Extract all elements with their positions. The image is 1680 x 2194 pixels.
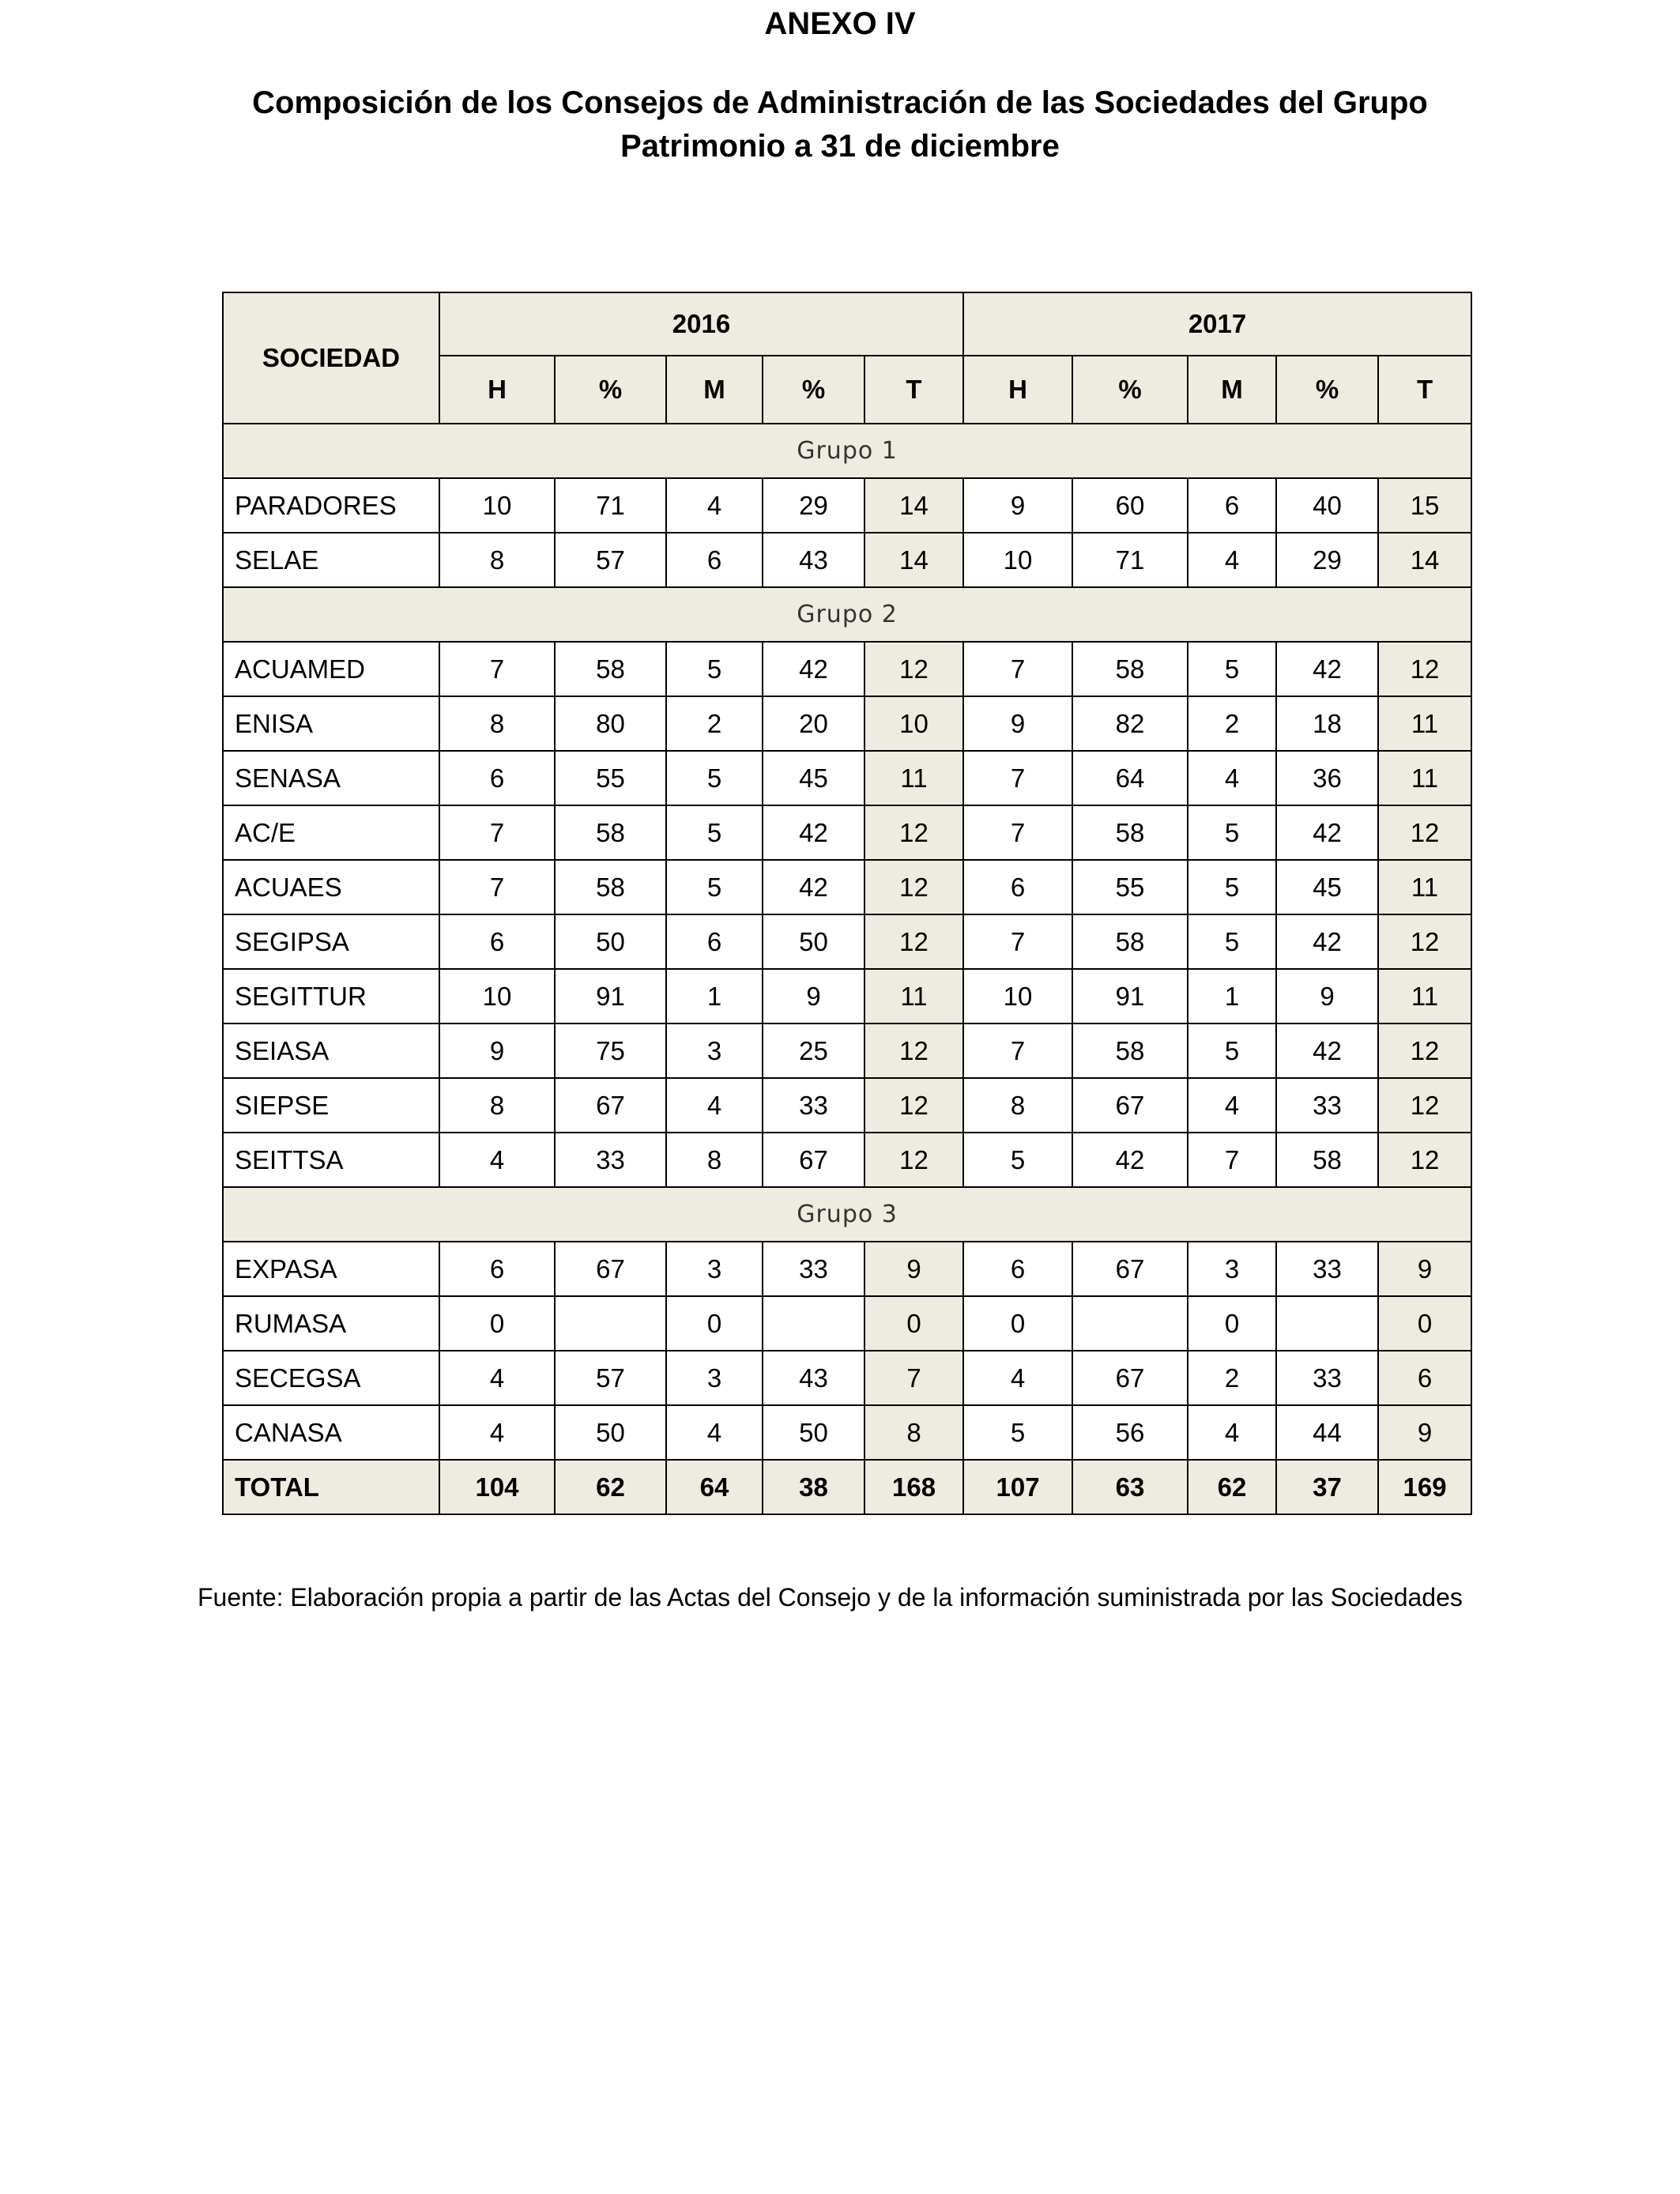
cell-2016-h-pct: 58 (555, 642, 666, 696)
cell-2016-m-pct: 9 (763, 969, 864, 1023)
cell-2016-m: 6 (666, 533, 763, 587)
cell-2017-t: 12 (1378, 642, 1471, 696)
sociedad-name: ACUAES (223, 860, 439, 914)
table-row (223, 1351, 1471, 1405)
cell-2016-h: 7 (439, 642, 555, 696)
cell-2017-h: 5 (963, 1405, 1072, 1460)
cell-2016-t: 9 (864, 1242, 963, 1296)
cell-2017-m-pct: 58 (1276, 1133, 1378, 1187)
table-row (223, 1405, 1471, 1460)
cell-2017-h: 9 (963, 478, 1072, 533)
cell-2017-m-pct: 44 (1276, 1405, 1378, 1460)
cell-2016-m-pct: 33 (763, 1078, 864, 1133)
cell-2016-m-pct: 45 (763, 751, 864, 805)
cell-2016-h-pct: 91 (555, 969, 666, 1023)
subheader-m: M (666, 356, 763, 424)
cell-2017-m-pct: 9 (1276, 969, 1378, 1023)
cell-2017-t: 11 (1378, 751, 1471, 805)
cell-2016-h-pct: 50 (555, 1405, 666, 1460)
cell-2017-m-pct: 18 (1276, 696, 1378, 751)
table-row (223, 696, 1471, 751)
cell-2017-t: 12 (1378, 1023, 1471, 1078)
cell-2017-t: 9 (1378, 1242, 1471, 1296)
cell-2017-h: 7 (963, 805, 1072, 860)
cell-2016-t: 12 (864, 1133, 963, 1187)
cell-2017-m: 5 (1188, 805, 1276, 860)
cell-2017-m: 7 (1188, 1133, 1276, 1187)
cell-2016-m: 8 (666, 1133, 763, 1187)
cell-2017-h-pct: 42 (1072, 1133, 1188, 1187)
subheader-h-pct: % (555, 356, 666, 424)
cell-2017-m-pct: 29 (1276, 533, 1378, 587)
cell-2017-h-pct: 71 (1072, 533, 1188, 587)
cell-2017-m-pct (1276, 1296, 1378, 1351)
cell-2016-m: 2 (666, 696, 763, 751)
cell-2016-m-pct: 20 (763, 696, 864, 751)
cell-2017-t: 11 (1378, 696, 1471, 751)
cell-2016-m: 1 (666, 969, 763, 1023)
subheader-m: M (1188, 356, 1276, 424)
cell-2017-m: 6 (1188, 478, 1276, 533)
cell-2016-h-pct: 71 (555, 478, 666, 533)
cell-2017-t: 12 (1378, 914, 1471, 969)
cell-2016-t: 8 (864, 1405, 963, 1460)
subheader-h-pct: % (1072, 356, 1188, 424)
sociedad-name: SEITTSA (223, 1133, 439, 1187)
cell-2016-t: 12 (864, 642, 963, 696)
cell-2017-m-pct: 36 (1276, 751, 1378, 805)
cell-2017-m-pct: 45 (1276, 860, 1378, 914)
cell-2017-m: 5 (1188, 860, 1276, 914)
cell-2017-h: 4 (963, 1351, 1072, 1405)
cell-2016-m-pct: 43 (763, 533, 864, 587)
cell-2017-h: 5 (963, 1133, 1072, 1187)
cell-2017-t: 12 (1378, 805, 1471, 860)
cell-2017-m: 3 (1188, 1242, 1276, 1296)
cell-2016-m-pct: 42 (763, 642, 864, 696)
cell-2016-m: 3 (666, 1023, 763, 1078)
subheader-t: T (864, 356, 963, 424)
table-row (223, 1078, 1471, 1133)
cell-2017-m-pct: 33 (1276, 1351, 1378, 1405)
sociedad-name: SEGIPSA (223, 914, 439, 969)
cell-2016-m: 0 (666, 1296, 763, 1351)
cell-2017-m-pct: 42 (1276, 914, 1378, 969)
cell-2016-m: 3 (666, 1242, 763, 1296)
cell-2016-h: 6 (439, 1242, 555, 1296)
cell-2016-h: 8 (439, 1078, 555, 1133)
table-row (223, 1242, 1471, 1296)
cell-2017-h: 7 (963, 642, 1072, 696)
sociedad-name: CANASA (223, 1405, 439, 1460)
group-row (223, 587, 1471, 642)
year-header-2017: 2017 (963, 292, 1471, 356)
cell-2016-m: 64 (666, 1460, 763, 1514)
cell-2016-m: 3 (666, 1351, 763, 1405)
cell-2017-t: 15 (1378, 478, 1471, 533)
table-row (223, 914, 1471, 969)
cell-2016-h: 8 (439, 696, 555, 751)
cell-2017-h-pct: 63 (1072, 1460, 1188, 1514)
cell-2017-m: 5 (1188, 1023, 1276, 1078)
cell-2017-m: 2 (1188, 696, 1276, 751)
cell-2017-h: 6 (963, 860, 1072, 914)
cell-2016-m: 4 (666, 1078, 763, 1133)
cell-2016-m-pct: 43 (763, 1351, 864, 1405)
cell-2016-h: 4 (439, 1405, 555, 1460)
cell-2016-t: 0 (864, 1296, 963, 1351)
cell-2017-h: 7 (963, 751, 1072, 805)
cell-2016-m-pct (763, 1296, 864, 1351)
cell-2017-t: 11 (1378, 969, 1471, 1023)
sociedad-name: SELAE (223, 533, 439, 587)
cell-2017-h: 0 (963, 1296, 1072, 1351)
total-row (223, 1460, 1471, 1514)
cell-2017-m: 0 (1188, 1296, 1276, 1351)
cell-2017-h: 10 (963, 533, 1072, 587)
cell-2017-h-pct: 58 (1072, 642, 1188, 696)
cell-2017-t: 0 (1378, 1296, 1471, 1351)
cell-2016-t: 12 (864, 1078, 963, 1133)
group-label: Grupo 1 (223, 424, 1471, 478)
cell-2016-h-pct: 55 (555, 751, 666, 805)
sociedad-name: AC/E (223, 805, 439, 860)
cell-2016-h: 10 (439, 478, 555, 533)
group-label: Grupo 2 (223, 587, 1471, 642)
cell-2017-h-pct: 58 (1072, 1023, 1188, 1078)
sociedad-name: TOTAL (223, 1460, 439, 1514)
year-header-2016: 2016 (439, 292, 963, 356)
cell-2016-m-pct: 42 (763, 860, 864, 914)
table-header (223, 292, 1471, 424)
sociedad-header: SOCIEDAD (223, 292, 439, 424)
cell-2016-h-pct: 33 (555, 1133, 666, 1187)
cell-2016-m-pct: 50 (763, 914, 864, 969)
cell-2016-m-pct: 67 (763, 1133, 864, 1187)
cell-2016-h-pct: 57 (555, 533, 666, 587)
table-row (223, 642, 1471, 696)
subheader-m-pct: % (1276, 356, 1378, 424)
sociedad-name: ACUAMED (223, 642, 439, 696)
sociedad-name: SIEPSE (223, 1078, 439, 1133)
table-row (223, 533, 1471, 587)
cell-2017-m: 1 (1188, 969, 1276, 1023)
cell-2016-h: 6 (439, 751, 555, 805)
cell-2017-h-pct: 67 (1072, 1242, 1188, 1296)
cell-2017-h: 9 (963, 696, 1072, 751)
cell-2017-t: 14 (1378, 533, 1471, 587)
table-row (223, 860, 1471, 914)
cell-2016-h-pct: 58 (555, 805, 666, 860)
cell-2016-t: 12 (864, 1023, 963, 1078)
cell-2016-h-pct: 50 (555, 914, 666, 969)
sociedad-name: EXPASA (223, 1242, 439, 1296)
cell-2016-h: 9 (439, 1023, 555, 1078)
table-row (223, 969, 1471, 1023)
cell-2017-m-pct: 42 (1276, 1023, 1378, 1078)
cell-2016-h: 4 (439, 1351, 555, 1405)
cell-2016-h: 8 (439, 533, 555, 587)
cell-2016-h-pct: 67 (555, 1078, 666, 1133)
cell-2016-t: 12 (864, 914, 963, 969)
cell-2016-h: 7 (439, 860, 555, 914)
cell-2017-m: 62 (1188, 1460, 1276, 1514)
sociedad-name: SEIASA (223, 1023, 439, 1078)
cell-2017-h-pct: 60 (1072, 478, 1188, 533)
group-row (223, 1187, 1471, 1242)
cell-2016-h: 6 (439, 914, 555, 969)
document-title: Composición de los Consejos de Administración de las Sociedades del Grupo Patrimonio a 31 de diciembre (252, 85, 1428, 164)
table-row (223, 751, 1471, 805)
subheader-m-pct: % (763, 356, 864, 424)
cell-2017-m: 4 (1188, 533, 1276, 587)
cell-2017-h: 107 (963, 1460, 1072, 1514)
cell-2016-m: 6 (666, 914, 763, 969)
cell-2017-h: 6 (963, 1242, 1072, 1296)
table-row (223, 1133, 1471, 1187)
cell-2016-h-pct: 80 (555, 696, 666, 751)
cell-2016-h-pct: 62 (555, 1460, 666, 1514)
table-row (223, 478, 1471, 533)
cell-2017-m: 4 (1188, 751, 1276, 805)
cell-2016-t: 7 (864, 1351, 963, 1405)
sociedad-name: SENASA (223, 751, 439, 805)
cell-2016-t: 12 (864, 860, 963, 914)
cell-2017-h: 7 (963, 1023, 1072, 1078)
subheader-t: T (1378, 356, 1471, 424)
cell-2017-m-pct: 37 (1276, 1460, 1378, 1514)
cell-2017-h-pct: 56 (1072, 1405, 1188, 1460)
subheader-h: H (963, 356, 1072, 424)
sociedad-name: PARADORES (223, 478, 439, 533)
cell-2016-t: 11 (864, 751, 963, 805)
cell-2016-m: 5 (666, 860, 763, 914)
board-composition-table (222, 292, 1472, 1515)
cell-2016-m-pct: 42 (763, 805, 864, 860)
cell-2016-h: 4 (439, 1133, 555, 1187)
source-note: Fuente: Elaboración propia a partir de las Actas del Consejo y de la información suministrada por las Sociedades (198, 1583, 1463, 1612)
annex-title: ANEXO IV (764, 6, 916, 41)
cell-2016-t: 14 (864, 533, 963, 587)
cell-2017-t: 9 (1378, 1405, 1471, 1460)
table-row (223, 1023, 1471, 1078)
group-row (223, 424, 1471, 478)
cell-2017-m-pct: 42 (1276, 642, 1378, 696)
cell-2016-h-pct (555, 1296, 666, 1351)
cell-2017-h-pct: 82 (1072, 696, 1188, 751)
cell-2017-h-pct: 58 (1072, 805, 1188, 860)
cell-2016-m: 5 (666, 805, 763, 860)
cell-2016-h-pct: 58 (555, 860, 666, 914)
cell-2017-h-pct: 58 (1072, 914, 1188, 969)
cell-2016-h: 0 (439, 1296, 555, 1351)
cell-2016-h: 10 (439, 969, 555, 1023)
cell-2016-t: 14 (864, 478, 963, 533)
cell-2016-h: 104 (439, 1460, 555, 1514)
cell-2016-h-pct: 67 (555, 1242, 666, 1296)
cell-2017-h-pct: 91 (1072, 969, 1188, 1023)
cell-2016-h-pct: 57 (555, 1351, 666, 1405)
sociedad-name: RUMASA (223, 1296, 439, 1351)
sociedad-name: ENISA (223, 696, 439, 751)
cell-2017-h: 8 (963, 1078, 1072, 1133)
sociedad-name: SEGITTUR (223, 969, 439, 1023)
table-row (223, 1296, 1471, 1351)
sociedad-name: SECEGSA (223, 1351, 439, 1405)
subheader-h: H (439, 356, 555, 424)
cell-2017-h: 10 (963, 969, 1072, 1023)
cell-2017-h-pct: 55 (1072, 860, 1188, 914)
cell-2017-m-pct: 40 (1276, 478, 1378, 533)
cell-2017-h-pct: 67 (1072, 1078, 1188, 1133)
table-row (223, 805, 1471, 860)
cell-2017-m-pct: 33 (1276, 1242, 1378, 1296)
cell-2017-t: 11 (1378, 860, 1471, 914)
cell-2017-h: 7 (963, 914, 1072, 969)
cell-2017-h-pct: 67 (1072, 1351, 1188, 1405)
cell-2017-h-pct: 64 (1072, 751, 1188, 805)
cell-2016-t: 11 (864, 969, 963, 1023)
cell-2016-m: 5 (666, 751, 763, 805)
cell-2017-t: 12 (1378, 1078, 1471, 1133)
cell-2016-h-pct: 75 (555, 1023, 666, 1078)
cell-2017-t: 169 (1378, 1460, 1471, 1514)
cell-2017-h-pct (1072, 1296, 1188, 1351)
cell-2017-m: 4 (1188, 1405, 1276, 1460)
cell-2016-m-pct: 25 (763, 1023, 864, 1078)
cell-2016-m-pct: 38 (763, 1460, 864, 1514)
cell-2017-m: 5 (1188, 914, 1276, 969)
cell-2016-t: 10 (864, 696, 963, 751)
cell-2016-t: 168 (864, 1460, 963, 1514)
cell-2016-m: 4 (666, 478, 763, 533)
cell-2017-t: 6 (1378, 1351, 1471, 1405)
cell-2016-t: 12 (864, 805, 963, 860)
cell-2016-m-pct: 33 (763, 1242, 864, 1296)
cell-2017-m-pct: 33 (1276, 1078, 1378, 1133)
cell-2017-m: 5 (1188, 642, 1276, 696)
cell-2017-m: 2 (1188, 1351, 1276, 1405)
cell-2016-m-pct: 29 (763, 478, 864, 533)
cell-2017-m-pct: 42 (1276, 805, 1378, 860)
cell-2016-m: 4 (666, 1405, 763, 1460)
cell-2017-m: 4 (1188, 1078, 1276, 1133)
cell-2016-m-pct: 50 (763, 1405, 864, 1460)
cell-2017-t: 12 (1378, 1133, 1471, 1187)
table-body (223, 424, 1471, 1514)
group-label: Grupo 3 (223, 1187, 1471, 1242)
cell-2016-h: 7 (439, 805, 555, 860)
cell-2016-m: 5 (666, 642, 763, 696)
